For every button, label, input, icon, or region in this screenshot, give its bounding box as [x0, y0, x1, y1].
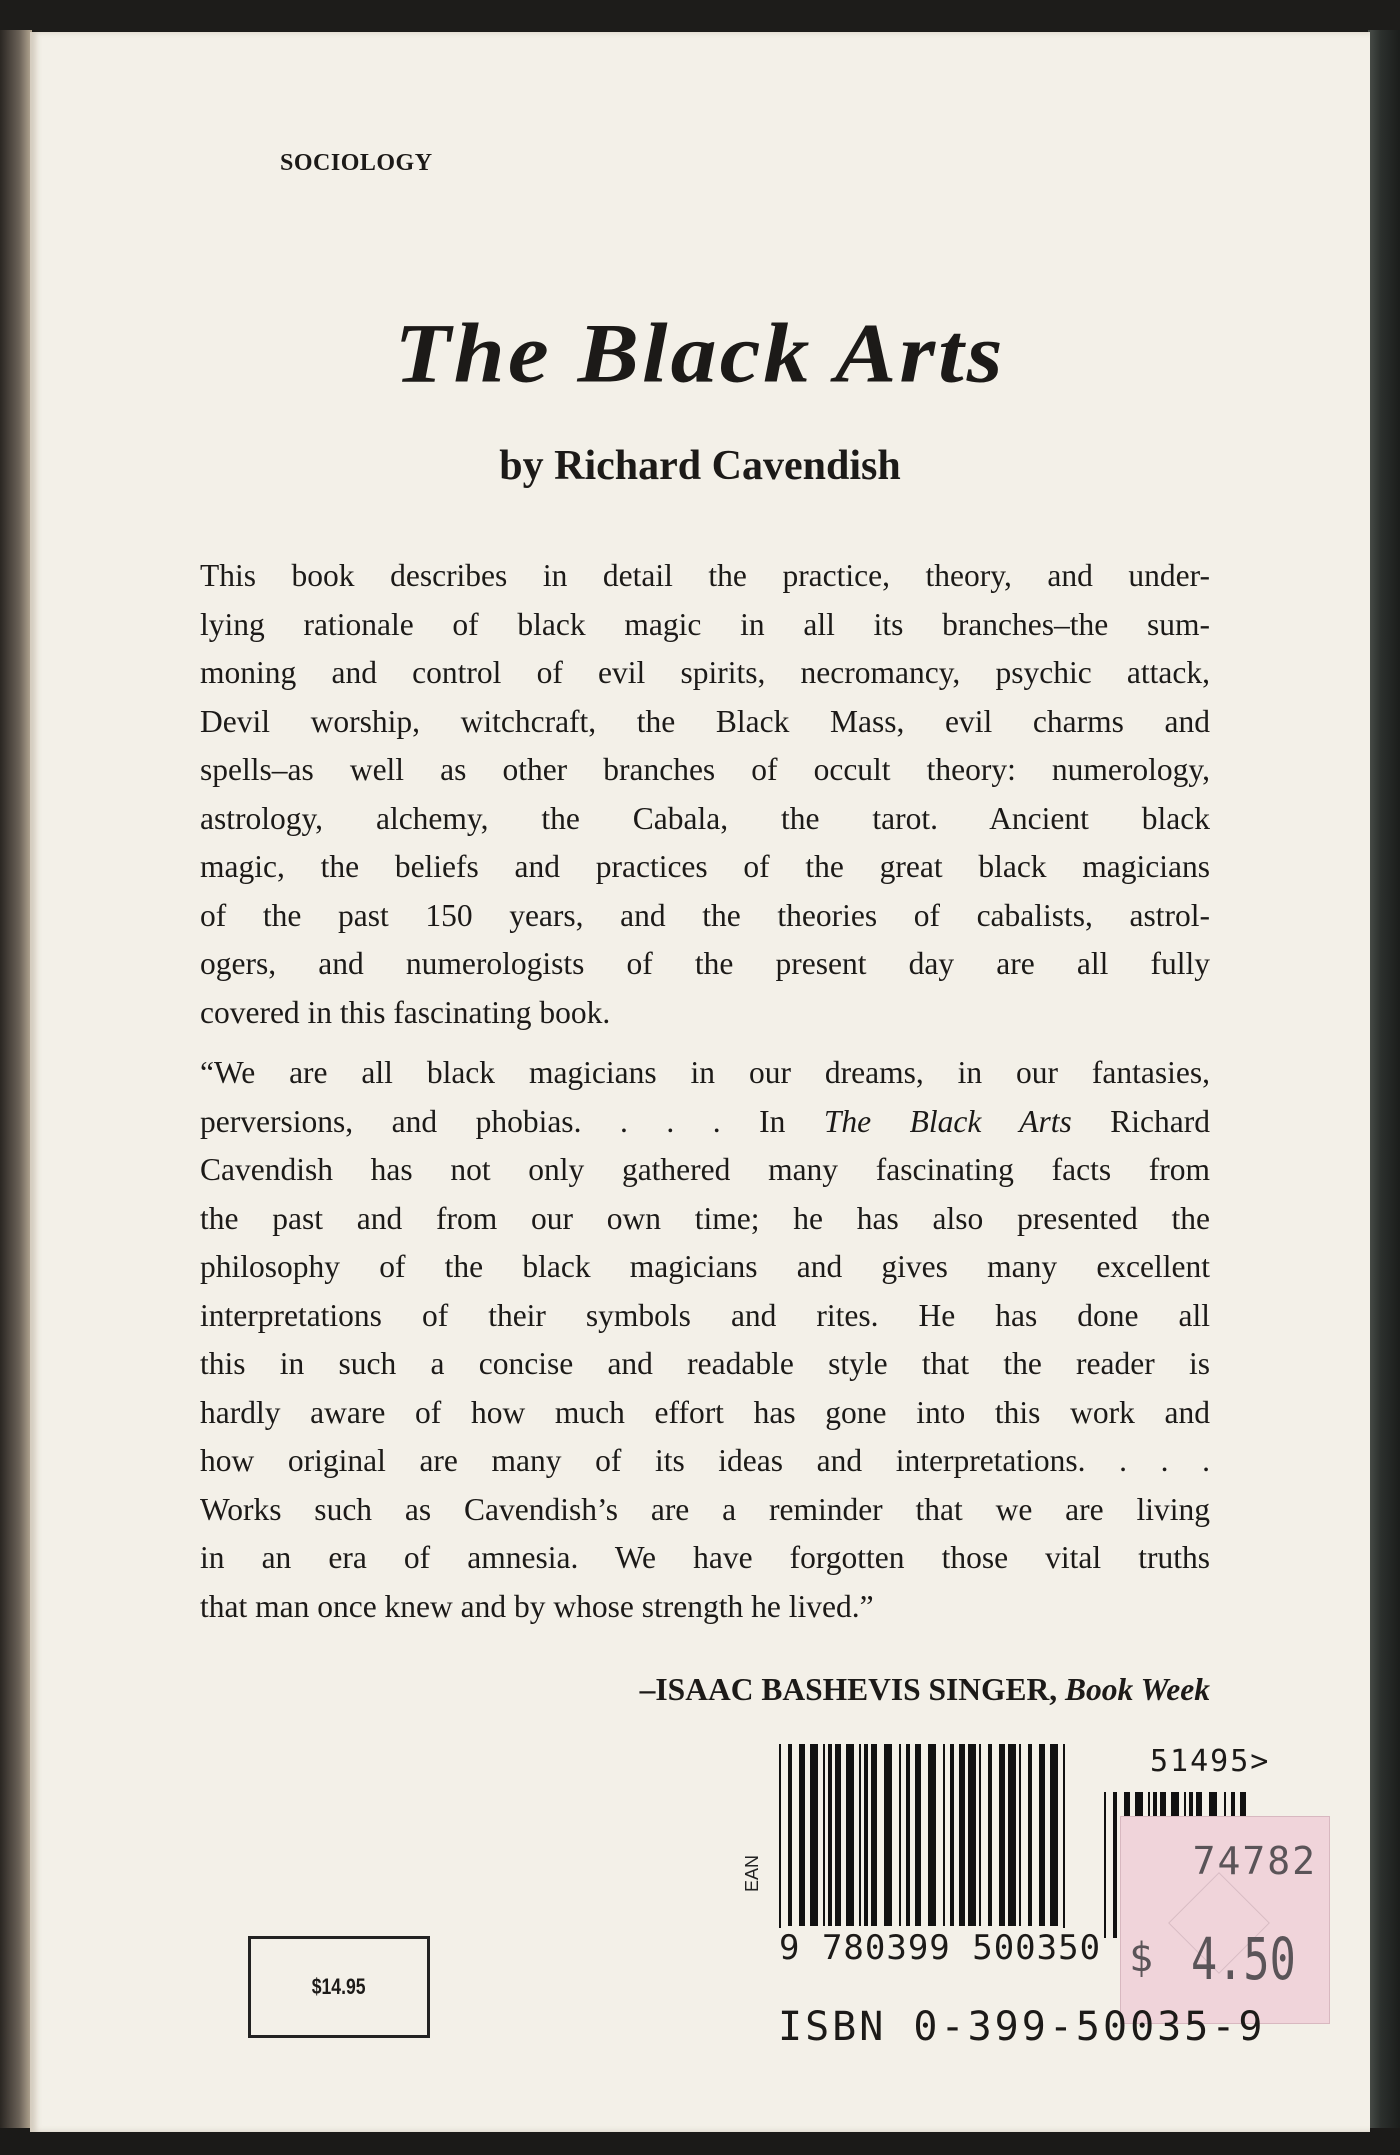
review-quote [200, 1049, 1210, 1631]
barcode-bar [943, 1744, 945, 1926]
book-spine [1368, 30, 1400, 2130]
barcode-bar [959, 1744, 965, 1926]
quote-text: Richard [1071, 1103, 1210, 1139]
quote-text: perversions, and phobias. . . . In [200, 1103, 824, 1139]
sticker-currency: $ [1129, 1935, 1154, 1981]
sticker-code: 74782 [1192, 1839, 1317, 1883]
barcode-bar [1039, 1744, 1045, 1926]
ean-barcode [779, 1744, 1069, 1934]
barcode-bar [823, 1744, 825, 1926]
isbn-number: ISBN 0-399-50035-9 [778, 2004, 1266, 2050]
attribution-author: –ISAAC BASHEVIS SINGER, [639, 1672, 1066, 1707]
barcode-bar [999, 1744, 1005, 1926]
barcode-bar [979, 1744, 981, 1926]
barcode-bar [835, 1744, 841, 1926]
barcode-bar [859, 1744, 861, 1926]
barcode-bar [906, 1744, 910, 1926]
quote-line: interpretations of their symbols and rites. He has done all [200, 1297, 1210, 1333]
printed-price-box [248, 1936, 430, 2038]
price-sticker [1120, 1816, 1330, 2024]
quote-line: Works such as Cavendish’s are a reminder that we are living [200, 1491, 1210, 1527]
sticker-price: 4.50 [1191, 1925, 1296, 1993]
barcode-bar [828, 1744, 832, 1926]
quote-line: philosophy of the black magicians and gives many excellent [200, 1249, 1210, 1284]
cover-left-edge [0, 30, 32, 2155]
quote-line: the past and from our own time; he has also presented the [200, 1200, 1210, 1236]
barcode-bar [1063, 1744, 1065, 1942]
barcode-bar [915, 1744, 921, 1926]
description-line: magic, the beliefs and practices of the great black magicians [200, 849, 1210, 884]
barcode-bar [884, 1744, 892, 1926]
description-line: moning and control of evil spirits, necromancy, psychic attack, [200, 655, 1210, 690]
barcode-bar [968, 1744, 976, 1926]
description-line: lying rationale of black magic in all its branches–the sum- [200, 606, 1210, 642]
scan-background-bottom [0, 2128, 1400, 2155]
quote-line: how original are many of its ideas and interpretations. . . . [200, 1443, 1210, 1478]
quote-line: in an era of amnesia. We have forgotten those vital truths [200, 1540, 1210, 1575]
barcode-bar [1104, 1792, 1106, 1938]
barcode-bar [846, 1744, 854, 1926]
barcode-bar [871, 1744, 877, 1926]
author-byline: by Richard Cavendish [499, 443, 901, 489]
barcode-bar [950, 1744, 954, 1926]
quote-line: Cavendish has not only gathered many fascinating facts from [200, 1152, 1210, 1187]
barcode-bar [928, 1744, 936, 1926]
quote-line: “We are all black magicians in our dreams, in our fantasies, [200, 1055, 1210, 1090]
barcode-bar [864, 1744, 868, 1926]
addon-digits: 51495> [1150, 1744, 1271, 1779]
quote-attribution [640, 1672, 1210, 1708]
description-line: spells–as well as other branches of occult theory: numerology, [200, 752, 1210, 787]
description-line: of the past 150 years, and the theories of cabalists, astrol- [200, 897, 1210, 933]
barcode-bar [810, 1744, 818, 1926]
attribution-source: Book Week [1065, 1672, 1210, 1707]
printed-price: $14.95 [312, 1974, 366, 1999]
quote-line [200, 1098, 1210, 1147]
quote-line: hardly aware of how much effort has gone into this work and [200, 1394, 1210, 1430]
book-title: The Black Arts [394, 306, 1006, 400]
ean-digits: 9 780399 500350 [779, 1928, 1102, 1968]
quote-line: that man once knew and by whose strength he lived.” [200, 1588, 874, 1624]
description-line: Devil worship, witchcraft, the Black Mass, evil charms and [200, 703, 1210, 739]
barcode-bar [1008, 1744, 1016, 1926]
barcode-bar [799, 1744, 805, 1926]
quote-line: this in such a concise and readable style that the reader is [200, 1346, 1210, 1381]
description-line: This book describes in detail the practice, theory, and under- [200, 558, 1210, 593]
barcode-bar [899, 1744, 901, 1926]
barcode-bar [1050, 1744, 1058, 1926]
quoted-book-title: The Black Arts [823, 1103, 1072, 1139]
description-line: covered in this fascinating book. [200, 994, 611, 1030]
barcode-bar [779, 1744, 781, 1942]
back-cover [30, 32, 1370, 2132]
barcode-bar [788, 1744, 792, 1926]
description-line: astrology, alchemy, the Cabala, the tarot. Ancient black [200, 800, 1210, 836]
description-paragraph [200, 552, 1210, 1037]
barcode-bar [988, 1744, 992, 1926]
description-line: ogers, and numerologists of the present day are all fully [200, 946, 1210, 981]
category-label: SOCIOLOGY [280, 150, 433, 176]
barcode-bar [1028, 1744, 1032, 1926]
barcode-bar [1019, 1744, 1021, 1926]
ean-label: EAN [742, 1854, 762, 1892]
barcode-bar [1113, 1792, 1117, 1938]
